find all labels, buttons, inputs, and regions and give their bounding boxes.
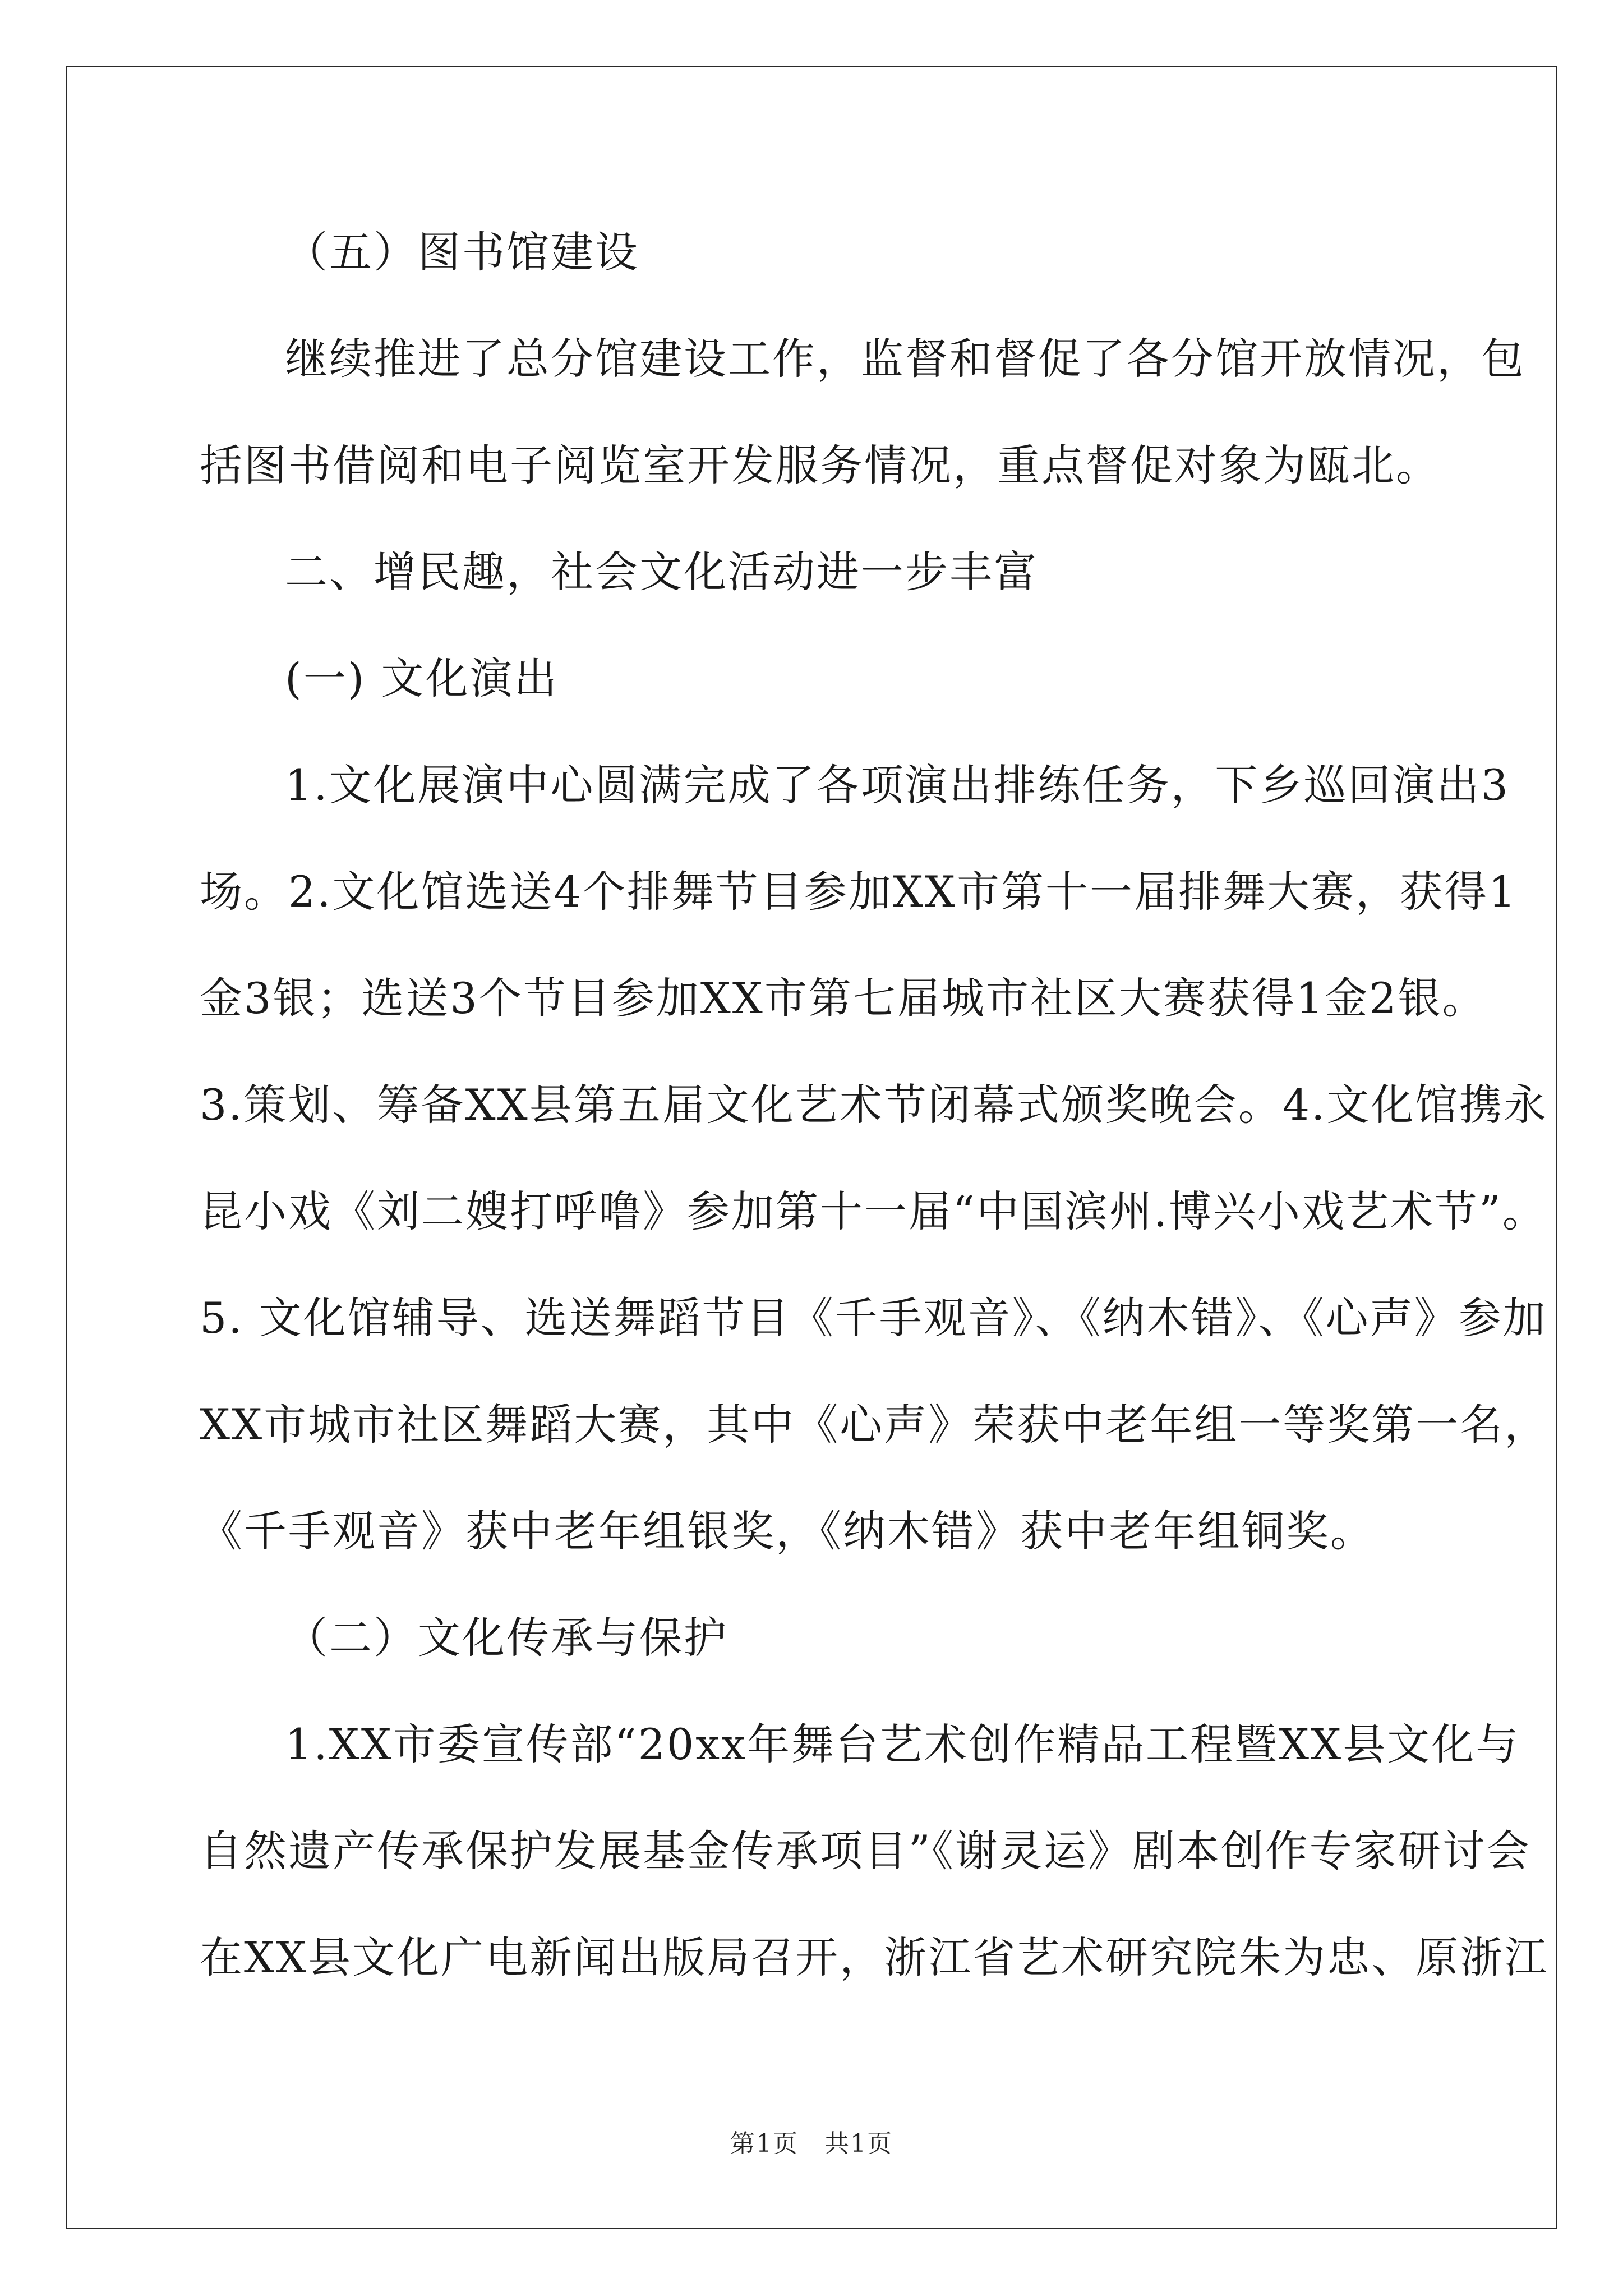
paragraph-performance-line: XX市城市社区舞蹈大赛，其中《心声》荣获中老年组一等奖第一名， (200, 1400, 1549, 1450)
paragraph-performance-line: 昆小戏《刘二嫂打呼噜》参加第十一届“中国滨州.博兴小戏艺术节”。 (200, 1186, 1547, 1236)
paragraph-library-line: 继续推进了总分馆建设工作，监督和督促了各分馆开放情况，包 (285, 334, 1525, 384)
heading-heritage-line: （二）文化传承与保护 (285, 1613, 728, 1663)
heading-library-line: （五）图书馆建设 (285, 227, 639, 277)
document-body (200, 199, 1549, 2011)
paragraph-performance-line: 1.文化展演中心圆满完成了各项演出排练任务，下乡巡回演出3 (285, 760, 1510, 810)
page-footer: 第1页 共1页 (730, 2129, 893, 2158)
paragraph-library-line: 括图书借阅和电子阅览室开发服务情况，重点督促对象为瓯北。 (200, 440, 1440, 490)
paragraph-performance-line: 金3银；选送3个节目参加XX市第七届城市社区大赛获得1金2银。 (200, 973, 1487, 1023)
paragraph-performance-line: 3.策划、筹备XX县第五届文化艺术节闭幕式颁奖晚会。4.文化馆携永 (200, 1080, 1548, 1130)
paragraph-heritage-line: 在XX县文化广电新闻出版局召开，浙江省艺术研究院朱为忠、原浙江 (200, 1932, 1549, 1982)
paragraph-performance-line: 5. 文化馆辅导、选送舞蹈节目《千手观音》、《纳木错》、《心声》参加 (200, 1293, 1547, 1343)
paragraph-heritage-line: 1.XX市委宣传部“20xx年舞台艺术创作精品工程暨XX县文化与 (285, 1719, 1520, 1769)
heading-section-two-line: 二、增民趣，社会文化活动进一步丰富 (285, 547, 1038, 597)
heading-performance-line: (一) 文化演出 (285, 654, 559, 703)
paragraph-performance-line: 《千手观音》获中老年组银奖，《纳木错》获中老年组铜奖。 (200, 1506, 1375, 1556)
paragraph-heritage-line: 自然遗产传承保护发展基金传承项目”《谢灵运》剧本创作专家研讨会 (200, 1826, 1531, 1876)
paragraph-performance-line: 场。2.文化馆选送4个排舞节目参加XX市第十一届排舞大赛，获得1 (200, 867, 1518, 917)
